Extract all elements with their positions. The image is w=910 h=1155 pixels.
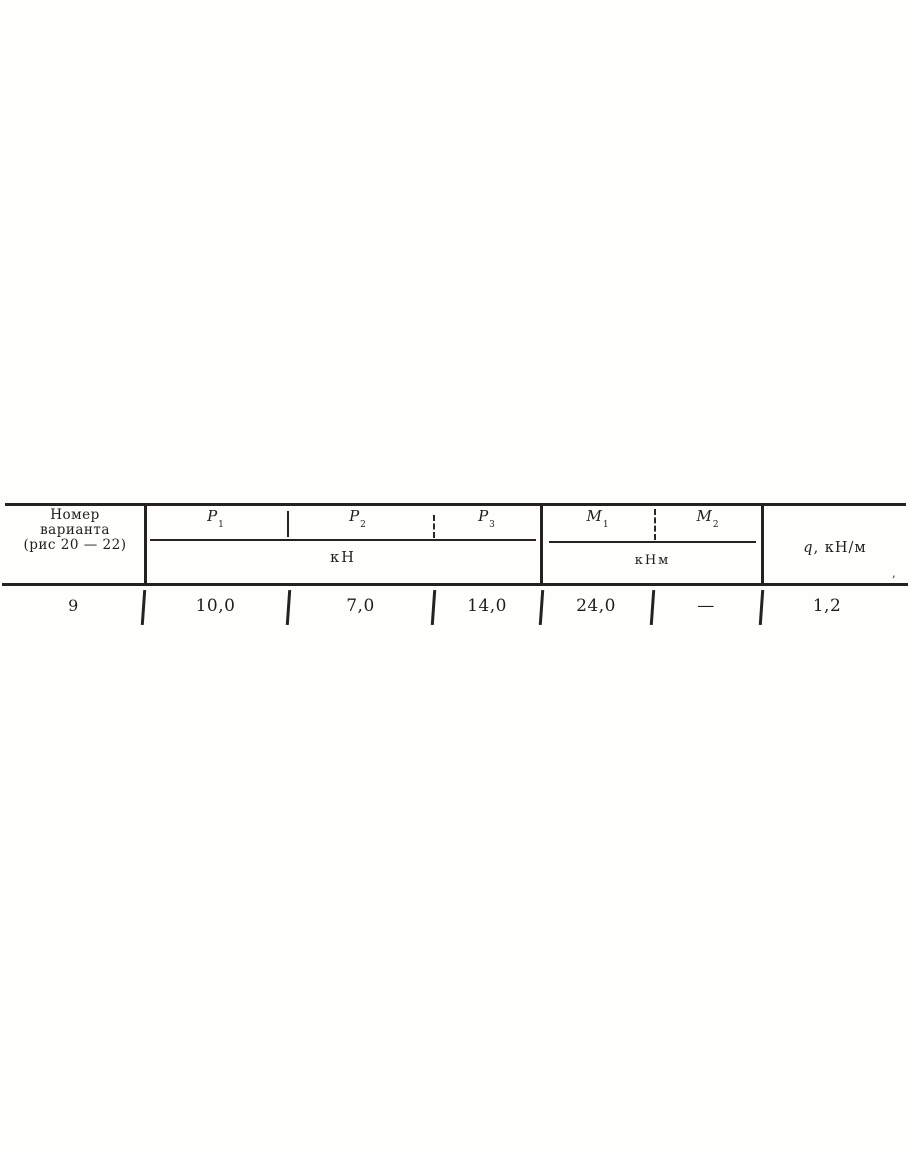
header-sep-p1-p2 xyxy=(287,511,289,537)
cell-variant-number: 9 xyxy=(68,596,79,615)
table-header-body-rule xyxy=(2,583,908,586)
p1-symbol: P xyxy=(207,507,218,525)
table-top-rule xyxy=(5,503,906,506)
m2-symbol: M xyxy=(696,507,712,525)
cell-p2-value: 7,0 xyxy=(346,596,375,616)
cell-m2-value: — xyxy=(697,596,715,616)
variant-header-line3: (рис 20 — 22) xyxy=(23,536,127,553)
column-header-p2 xyxy=(302,507,412,528)
m1-symbol: M xyxy=(586,507,602,525)
cell-m1-value: 24,0 xyxy=(576,596,616,616)
p2-subscript: 2 xyxy=(360,520,366,530)
column-header-p1 xyxy=(160,507,270,528)
variant-header-line1: Номер xyxy=(50,507,100,523)
q-symbol: q xyxy=(803,540,814,556)
moment-group-subrule xyxy=(549,541,756,543)
p3-subscript: 3 xyxy=(489,520,495,530)
cell-p3-value: 14,0 xyxy=(467,596,507,616)
column-header-m1 xyxy=(542,507,652,528)
m2-subscript: 2 xyxy=(712,520,719,530)
force-unit-label: кН xyxy=(330,550,356,566)
p3-symbol: P xyxy=(478,507,489,525)
cell-p1-value: 10,0 xyxy=(195,596,236,616)
column-header-m2 xyxy=(652,507,762,528)
moment-unit-label: кНм xyxy=(634,553,671,568)
p1-subscript: 1 xyxy=(218,520,224,530)
variant-column-header xyxy=(5,508,145,552)
variant-header-line2: варианта xyxy=(40,521,110,538)
m1-subscript: 1 xyxy=(602,520,609,530)
scan-artifact-mark: , xyxy=(892,566,896,580)
q-unit-label: , кН/м xyxy=(813,540,867,556)
column-header-q xyxy=(764,540,906,556)
p2-symbol: P xyxy=(349,507,360,525)
column-header-p3 xyxy=(431,507,541,528)
cell-q-value: 1,2 xyxy=(812,596,842,616)
force-group-subrule xyxy=(150,539,536,541)
